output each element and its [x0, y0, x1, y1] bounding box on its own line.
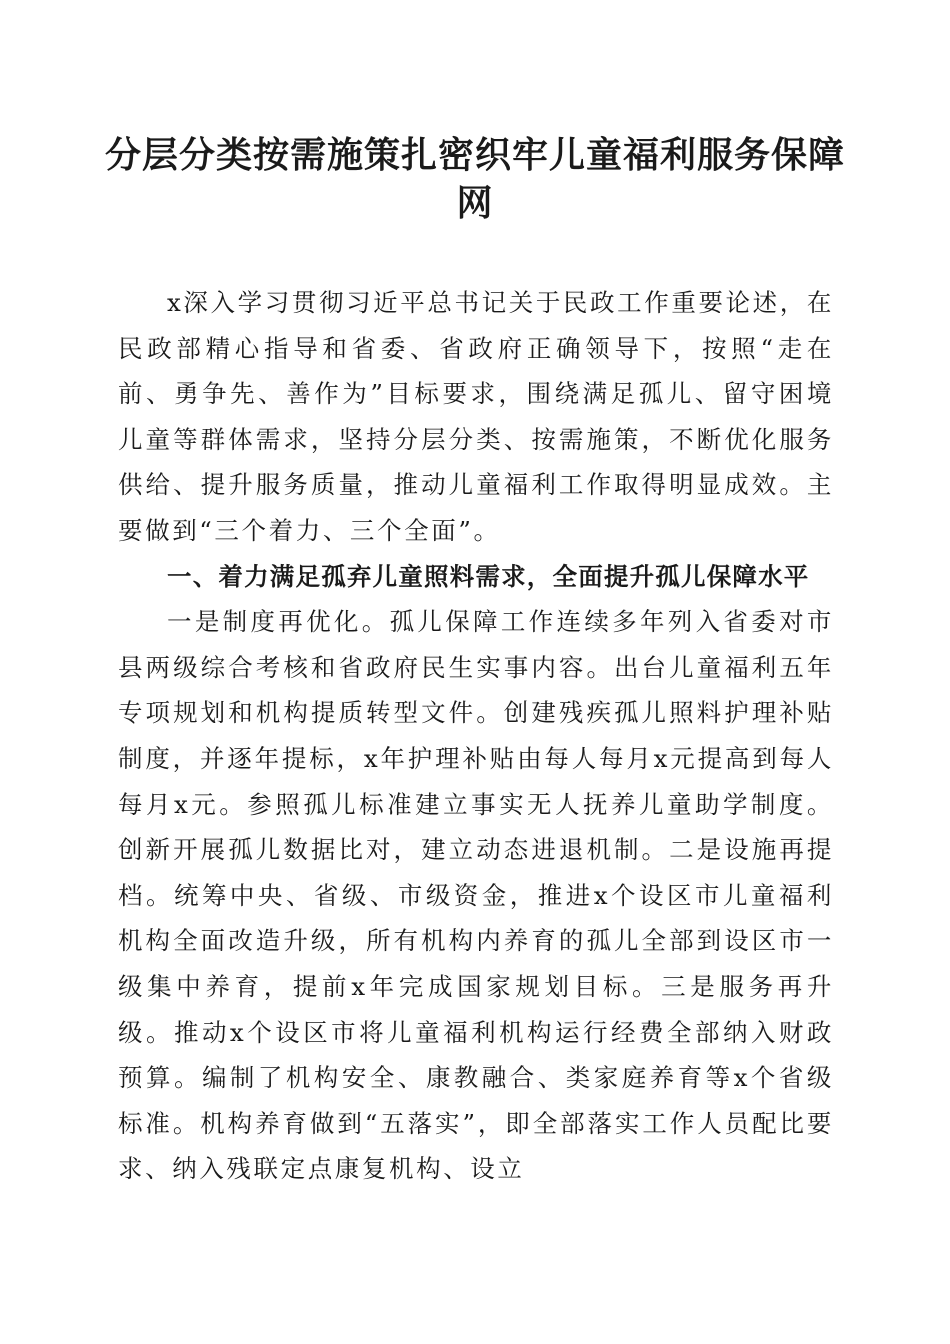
section-heading: 一、着力满足孤弃儿童照料需求，全面提升孤儿保障水平	[167, 561, 810, 591]
document-body	[118, 280, 834, 1192]
section-paragraph: 一是制度再优化。孤儿保障工作连续多年列入省委对市县两级综合考核和省政府民生实事内容。出台儿童福利五年专项规划和机构提质转型文件。创建残疾孤儿照料护理补贴制度，并逐年提标，x年护理补贴由每人每月x元提高到每人每月x元。参照孤儿标准建立事实无人抚养儿童助学制度。创新开展孤儿数据比对，建立动态进退机制。二是设施再提档。统筹中央、省级、市级资金，推进x个设区市儿童福利机构全面改造升级，所有机构内养育的孤儿全部到设区市一级集中养育，提前x年完成国家规划目标。三是服务再升级。推动x个设区市将儿童福利机构运行经费全部纳入财政预算。编制了机构安全、康教融合、类家庭养育等x个省级标准。机构养育做到“五落实”，即全部落实工作人员配比要求、纳入残联定点康复机构、设立	[118, 607, 834, 1184]
document-title: 分层分类按需施策扎密织牢儿童福利服务保障网	[104, 135, 845, 224]
intro-paragraph: x深入学习贯彻习近平总书记关于民政工作重要论述，在民政部精心指导和省委、省政府正确领导下，按照“走在前、勇争先、善作为”目标要求，围绕满足孤儿、留守困境儿童等群体需求，坚持分层分类、按需施策，不断优化服务供给、提升服务质量，推动儿童福利工作取得明显成效。主要做到“三个着力、三个全面”。	[118, 288, 834, 545]
